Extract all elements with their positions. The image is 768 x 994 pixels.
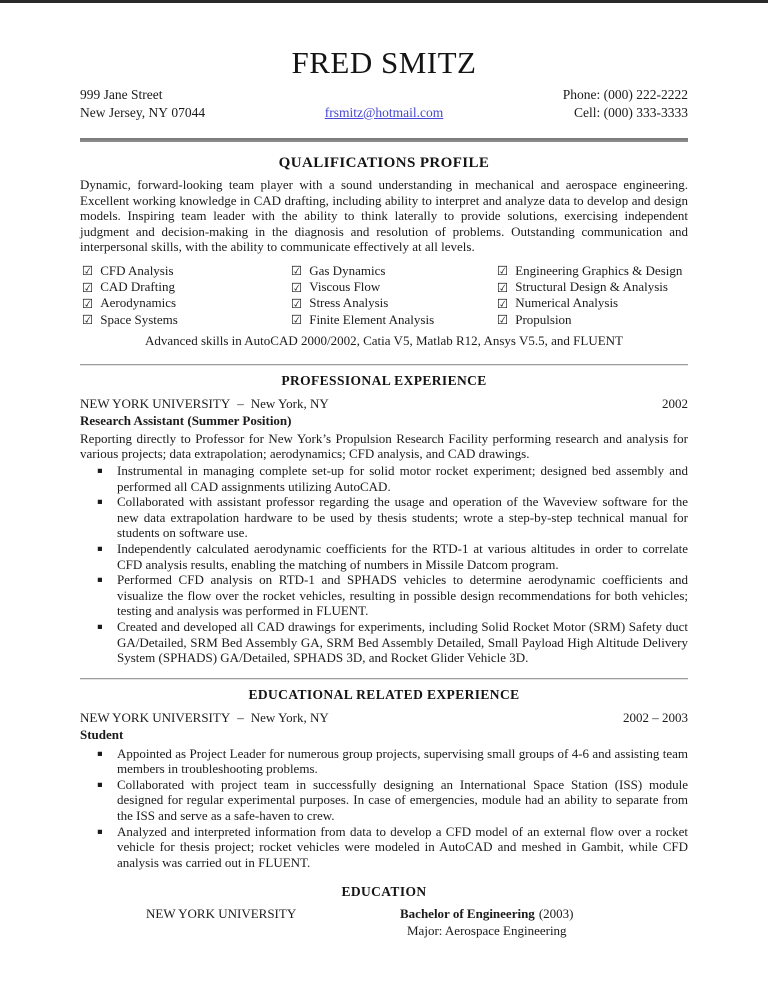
checkbox-checked-icon: ☑ (291, 263, 303, 279)
employer-separator: – (237, 395, 244, 411)
bullet-item (80, 572, 688, 619)
advanced-skills-line: Advanced skills in AutoCAD 2000/2002, Catia V5, Matlab R12, Ansys V5.5, and FLUENT (145, 332, 623, 348)
bullet-square-icon: ▪ (97, 621, 103, 632)
phone-block (443, 86, 688, 121)
employer-separator: – (237, 709, 244, 725)
bullet-square-icon: ▪ (97, 543, 103, 554)
phone-line: Phone: (000) 222-2222 (562, 87, 688, 102)
bullet-item (80, 494, 688, 541)
job-title: Student (80, 726, 124, 742)
bullet-item (80, 777, 688, 824)
checkbox-checked-icon: ☑ (497, 312, 509, 328)
degree-year: (2003) (538, 906, 574, 922)
employer-name: NEW YORK UNIVERSITY (80, 395, 231, 411)
address-line-1: 999 Jane Street (80, 87, 163, 102)
employer-line (80, 710, 329, 726)
bullet-item (80, 746, 688, 777)
bullet-item (80, 541, 688, 572)
degree-major: Major: Aerospace Engineering (407, 922, 567, 938)
bullet-text: Instrumental in managing complete set-up for solid motor rocket experiment; designed bed assembly and performed all CAD assignments utilizing AutoCAD. (117, 462, 688, 494)
employer-row (80, 710, 688, 726)
degree-name: Bachelor of Engineering (400, 906, 535, 922)
checkbox-checked-icon: ☑ (291, 295, 303, 311)
skill-item (82, 312, 291, 328)
checkbox-checked-icon: ☑ (291, 312, 303, 328)
educational-bullet-list (80, 746, 688, 871)
checkbox-checked-icon: ☑ (82, 312, 94, 328)
qualifications-heading: QUALIFICATIONS PROFILE (278, 155, 490, 171)
skill-label: CFD Analysis (100, 262, 174, 278)
email-spacer (325, 86, 444, 104)
contact-block (80, 86, 688, 121)
education-row (80, 906, 688, 939)
checkbox-checked-icon: ☑ (291, 279, 303, 295)
education-degree-block (400, 906, 688, 939)
bullet-square-icon: ▪ (97, 575, 103, 586)
skill-item (82, 263, 291, 279)
job-title: Research Assistant (Summer Position) (80, 412, 292, 428)
skill-label: Stress Analysis (309, 295, 389, 311)
skill-label: Aerodynamics (100, 295, 177, 311)
address-block (80, 86, 325, 121)
professional-heading: PROFESSIONAL EXPERIENCE (281, 372, 487, 388)
address-line-2: New Jersey, NY 07044 (80, 104, 206, 120)
skill-item (291, 295, 497, 311)
qualifications-summary: Dynamic, forward-looking team player with a sound understanding in mechanical and aerospace engineering. Excellent working knowledge in CAD drafting, including ability to interpret and analyze data to develop and design models. Inspiring team leader with the ability to think laterally to provide solutions, exercising independent judgment and decision-making in the diagnosis and resolution of problems. Outstanding communication and interpersonal skills, with the ability to communicate effectively at all levels. (80, 177, 688, 255)
checkbox-checked-icon: ☑ (497, 295, 509, 311)
bullet-item (80, 463, 688, 494)
bullet-text: Appointed as Project Leader for numerous group projects, supervising small groups of 4-6 and assisting team members in troubleshooting problems. (117, 745, 688, 777)
skill-label: Numerical Analysis (515, 295, 619, 311)
bullet-square-icon: ▪ (97, 497, 103, 508)
skills-column-1 (82, 263, 291, 328)
skills-column-3 (497, 263, 688, 328)
employer-name: NEW YORK UNIVERSITY (80, 709, 231, 725)
section-divider (80, 364, 688, 366)
bullet-text: Collaborated with project team in successfully designing an International Space Station (ISS) module designed for regular experimental purposes. In case of emergencies, module had an ability to separate from the ISS and serve as a safe-haven to crew. (117, 776, 688, 824)
bullet-square-icon: ▪ (97, 826, 103, 837)
skill-label: Structural Design & Analysis (515, 279, 668, 295)
section-divider (80, 678, 688, 680)
skills-column-2 (291, 263, 497, 328)
candidate-name: FRED SMITZ (291, 45, 477, 80)
skill-item (291, 312, 497, 328)
employer-location: New York, NY (250, 709, 329, 725)
education-school: NEW YORK UNIVERSITY (146, 906, 297, 922)
skill-item (291, 279, 497, 295)
checkbox-checked-icon: ☑ (82, 279, 94, 295)
bullet-item (80, 619, 688, 666)
employment-dates: 2002 (662, 395, 688, 411)
email-link[interactable]: frsmitz@hotmail.com (324, 104, 444, 120)
resume-content (0, 45, 768, 939)
checkbox-checked-icon: ☑ (497, 263, 509, 279)
skill-item (497, 263, 688, 279)
bullet-square-icon: ▪ (97, 465, 103, 476)
employer-line (80, 396, 329, 412)
job-description: Reporting directly to Professor for New York’s Propulsion Research Facility performing research and analysis for various projects; data extrapolation; aerodynamics; CFD analysis, and CAD drawings. (80, 430, 688, 462)
skill-item (497, 312, 688, 328)
bullet-item (80, 824, 688, 871)
employment-dates: 2002 – 2003 (623, 709, 688, 725)
page-top-border (0, 0, 768, 3)
skill-item (497, 279, 688, 295)
skill-label: Propulsion (515, 311, 572, 327)
professional-bullet-list (80, 463, 688, 666)
skills-checklist (80, 263, 688, 328)
skill-label: CAD Drafting (100, 279, 175, 295)
employer-location: New York, NY (250, 395, 329, 411)
bullet-text: Analyzed and interpreted information from data to develop a CFD model of an external flow over a rocket vehicle for thesis project; rocket vehicles were modeled in AutoCAD and meshed in Gambit, while CFD analysis was carried out in FLUENT. (117, 823, 688, 870)
education-heading: EDUCATION (341, 884, 427, 900)
skill-label: Space Systems (100, 311, 178, 327)
skill-item (497, 295, 688, 311)
header-divider (80, 138, 688, 142)
bullet-text: Collaborated with assistant professor regarding the usage and operation of the Waveview software for the new data extrapolation hardware to be used by thesis students; wrote a step-by-step technical manual for students on software use. (117, 494, 688, 541)
bullet-text: Created and developed all CAD drawings for experiments, including Solid Rocket Motor (SRM) Safety duct GA/Detailed, SRM Bed Assembly GA, SRM Bed Assembly Detailed, Small Payload High Altitude Delivery System (SPHADS) GA/Detailed, SPHADS 3D, and Rocket Glider Vehicle 3D. (117, 618, 688, 666)
bullet-text: Performed CFD analysis on RTD-1 and SPHADS vehicles to determine aerodynamic coefficients and visualize the flow over the rocket vehicles, resulting in possible design recommendations for both vehicles; testing and analysis was performed in FLUENT. (117, 572, 688, 619)
checkbox-checked-icon: ☑ (82, 295, 94, 311)
skill-item (82, 295, 291, 311)
educational-heading: EDUCATIONAL RELATED EXPERIENCE (248, 686, 520, 702)
skill-label: Gas Dynamics (309, 262, 386, 278)
bullet-square-icon: ▪ (97, 779, 103, 790)
skill-label: Engineering Graphics & Design (515, 262, 683, 278)
employer-row (80, 396, 688, 412)
bullet-text: Independently calculated aerodynamic coefficients for the RTD-1 at various altitudes in order to correlate CFD analysis results, enabling the matching of numbers in Missile Datcom program. (117, 540, 688, 572)
bullet-square-icon: ▪ (97, 748, 103, 759)
degree-line (400, 906, 688, 923)
skill-label: Viscous Flow (309, 279, 381, 295)
skill-item (82, 279, 291, 295)
checkbox-checked-icon: ☑ (497, 279, 509, 295)
skill-item (291, 263, 497, 279)
email-block (325, 86, 444, 121)
cell-line: Cell: (000) 333-3333 (574, 104, 688, 120)
checkbox-checked-icon: ☑ (82, 263, 94, 279)
skill-label: Finite Element Analysis (309, 311, 435, 327)
